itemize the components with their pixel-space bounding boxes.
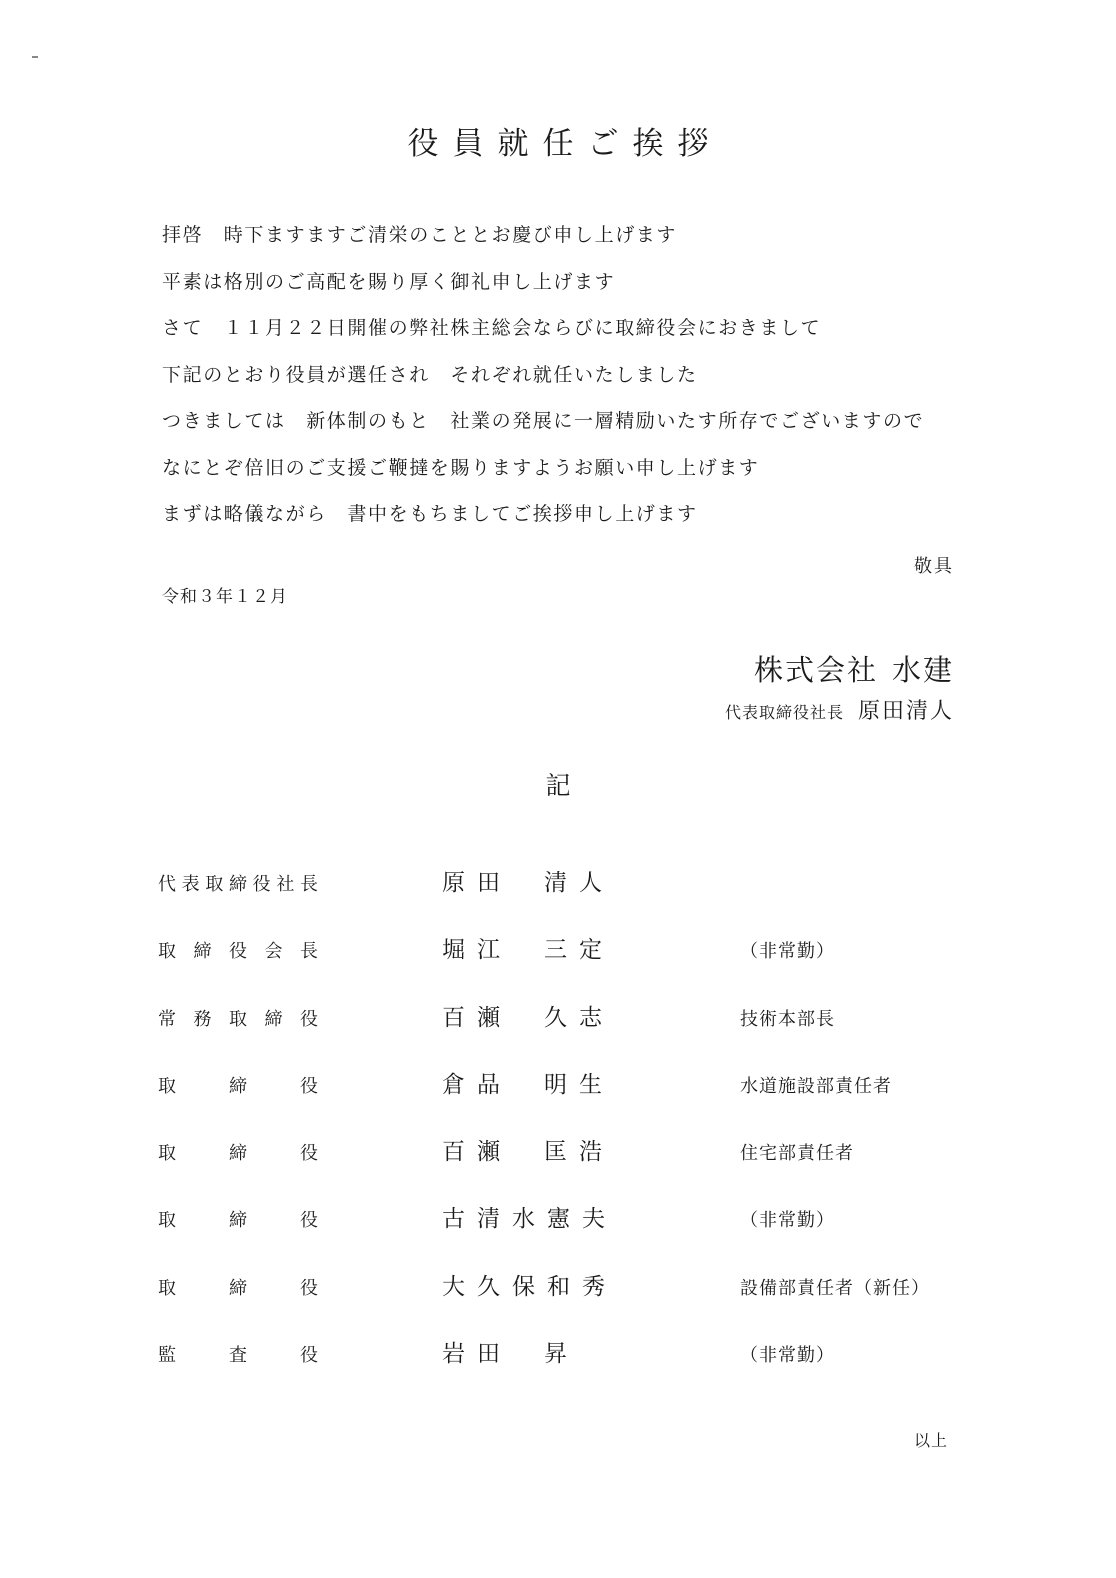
officer-family-name: 倉品 [442,1071,512,1098]
officer-full-name: 大久保和秀 [442,1273,617,1300]
body-line: さて １１月２２日開催の弊社株主総会ならびに取締役会におきまして [162,317,822,339]
company-prefix: 株式会社 [753,653,878,687]
officer-row [0,1331,1116,1398]
greeting-body [162,220,962,546]
officer-row [0,927,1116,994]
officer-note: （非常勤） [740,941,835,963]
officer-position: 取締役 [158,1143,318,1165]
officer-row [0,1264,1116,1331]
officer-family-name: 百瀬 [442,1004,512,1031]
officer-given-name: 三定 [544,937,614,964]
body-line: つきましては 新体制のもと 社業の発展に一層精励いたす所存でございますので [162,410,925,432]
officer-row [0,1196,1116,1263]
end-mark: 以上 [913,1431,948,1450]
officer-family-name: 百瀬 [442,1139,512,1166]
issue-date: 令和３年１２月 [162,587,288,607]
ki-heading: 記 [545,771,571,800]
closing-phrase: 敬具 [914,556,954,577]
officer-note: （非常勤） [740,1345,835,1367]
officer-given-name: 清人 [544,870,614,896]
officer-given-name: 明生 [544,1071,614,1098]
officer-note: 技術本部長 [740,1008,835,1030]
company-core-name: 水建 [891,653,954,687]
officer-row [0,860,1116,927]
body-line: まずは略儀ながら 書中をもちましてご挨拶申し上げます [162,503,698,525]
body-line: 拝啓 時下ますますご清栄のこととお慶び申し上げます [162,224,678,246]
representative [725,694,954,725]
officer-full-name: 古清水憲夫 [442,1206,617,1233]
officer-position: 取締役会長 [158,941,318,963]
officer-row [0,1062,1116,1129]
officer-family-name: 堀江 [442,937,512,964]
body-line: なにとぞ倍旧のご支援ご鞭撻を賜りますようお願い申し上げます [162,456,760,479]
officer-note: （非常勤） [740,1210,835,1232]
body-line: 下記のとおり役員が選任され それぞれ就任いたしました [162,363,698,386]
officer-position: 取締役 [158,1075,318,1097]
officer-note: 住宅部責任者 [740,1143,854,1165]
scan-speck [32,56,38,58]
officer-row [0,1129,1116,1196]
officer-position: 常務取締役 [158,1008,318,1030]
officer-note: 水道施設部責任者 [740,1075,892,1097]
officer-family-name: 岩田 [442,1341,512,1368]
body-line: 平素は格別のご高配を賜り厚く御礼申し上げます [162,270,616,293]
officer-given-name: 久志 [544,1004,614,1031]
officer-family-name: 原田 [442,870,512,896]
officer-roster [0,860,1116,1398]
officer-given-name: 昇 [544,1341,579,1368]
officer-given-name: 匡浩 [544,1139,614,1166]
officer-row [0,995,1116,1062]
officer-position: 監査役 [158,1345,318,1367]
representative-name: 原田清人 [857,699,954,724]
officer-note: 設備部責任者（新任） [740,1277,930,1299]
officer-position: 代表取締役社長 [158,874,318,895]
officer-position: 取締役 [158,1210,318,1232]
officer-position: 取締役 [158,1277,318,1299]
document-title: 役員就任ご挨拶 [407,126,723,162]
company-name [754,648,954,689]
representative-title: 代表取締役社長 [724,703,844,722]
